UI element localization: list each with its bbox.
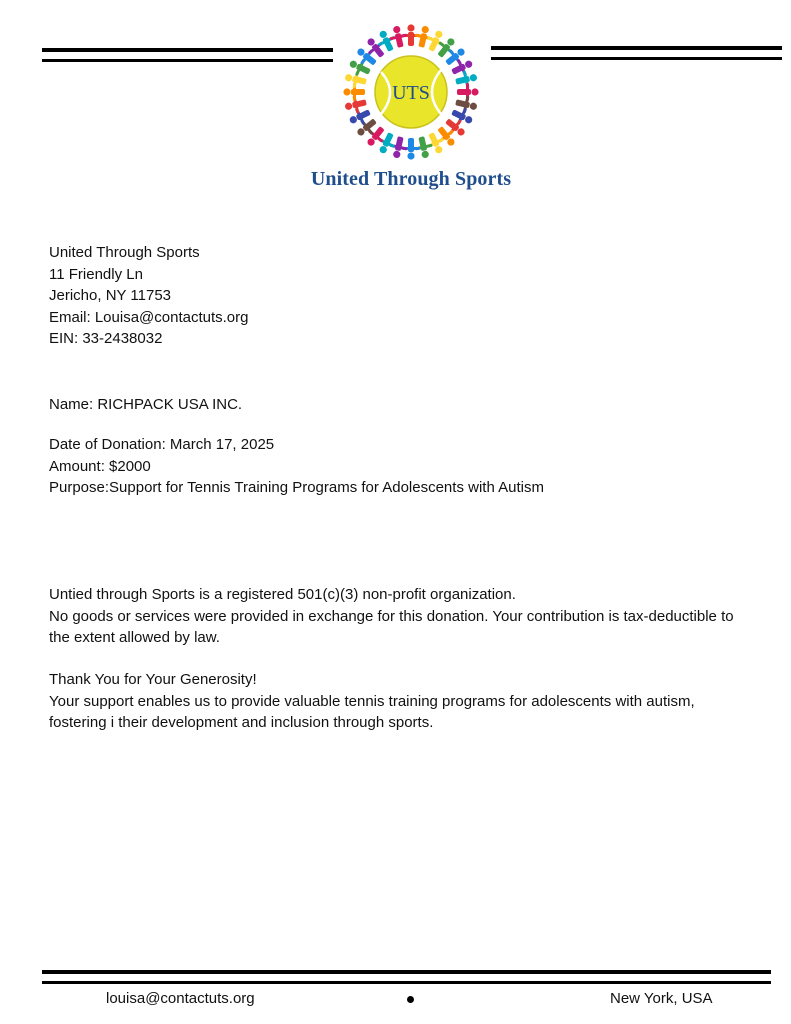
sender-address <box>49 242 249 350</box>
sender-street: 11 Friendly Ln <box>49 265 143 283</box>
footer-bullet-icon <box>407 996 414 1003</box>
header-rule-right-bottom <box>491 57 782 60</box>
donation-purpose: Purpose:Support for Tennis Training Programs for Adolescents with Autism <box>49 479 544 496</box>
thank-you-text: Your support enables us to provide valuable tennis training programs for adolescents with autism, fostering i their development and inclusion through sports. <box>49 692 695 731</box>
tax-deductible-note: No goods or services were provided in exchange for this donation. Your contribution is tax-deductible to the extent allowed by law. <box>49 607 734 646</box>
header-rule-right-top <box>491 46 782 50</box>
footer-location: New York, USA <box>610 990 713 1007</box>
thank-you-heading: Thank You for Your Generosity! <box>49 671 257 688</box>
donor-block <box>49 394 242 416</box>
uts-logo <box>341 22 481 162</box>
header-rule-left-bottom <box>42 59 333 62</box>
donation-amount: Amount: $2000 <box>49 457 151 475</box>
sender-name: United Through Sports <box>49 244 200 261</box>
sender-email: Email: Louisa@contactuts.org <box>49 308 249 326</box>
donation-details <box>49 434 544 499</box>
logo-text: UTS <box>392 82 430 104</box>
sender-city: Jericho, NY 11753 <box>49 287 172 304</box>
tax-statement <box>49 584 749 649</box>
footer-rule-top <box>42 970 771 974</box>
donation-date: Date of Donation: March 17, 2025 <box>49 436 275 453</box>
footer-rule-bottom <box>42 981 771 984</box>
brand-name: United Through Sports <box>310 168 512 190</box>
nonprofit-status: Untied through Sports is a registered 501(c)(3) non-profit organization. <box>49 586 516 603</box>
header-rule-left-top <box>42 48 333 52</box>
footer-email[interactable]: louisa@contactuts.org <box>106 990 255 1007</box>
donor-name: Name: RICHPACK USA INC. <box>49 396 243 413</box>
sender-ein: EIN: 33-2438032 <box>49 330 163 347</box>
thank-you-section <box>49 669 749 734</box>
